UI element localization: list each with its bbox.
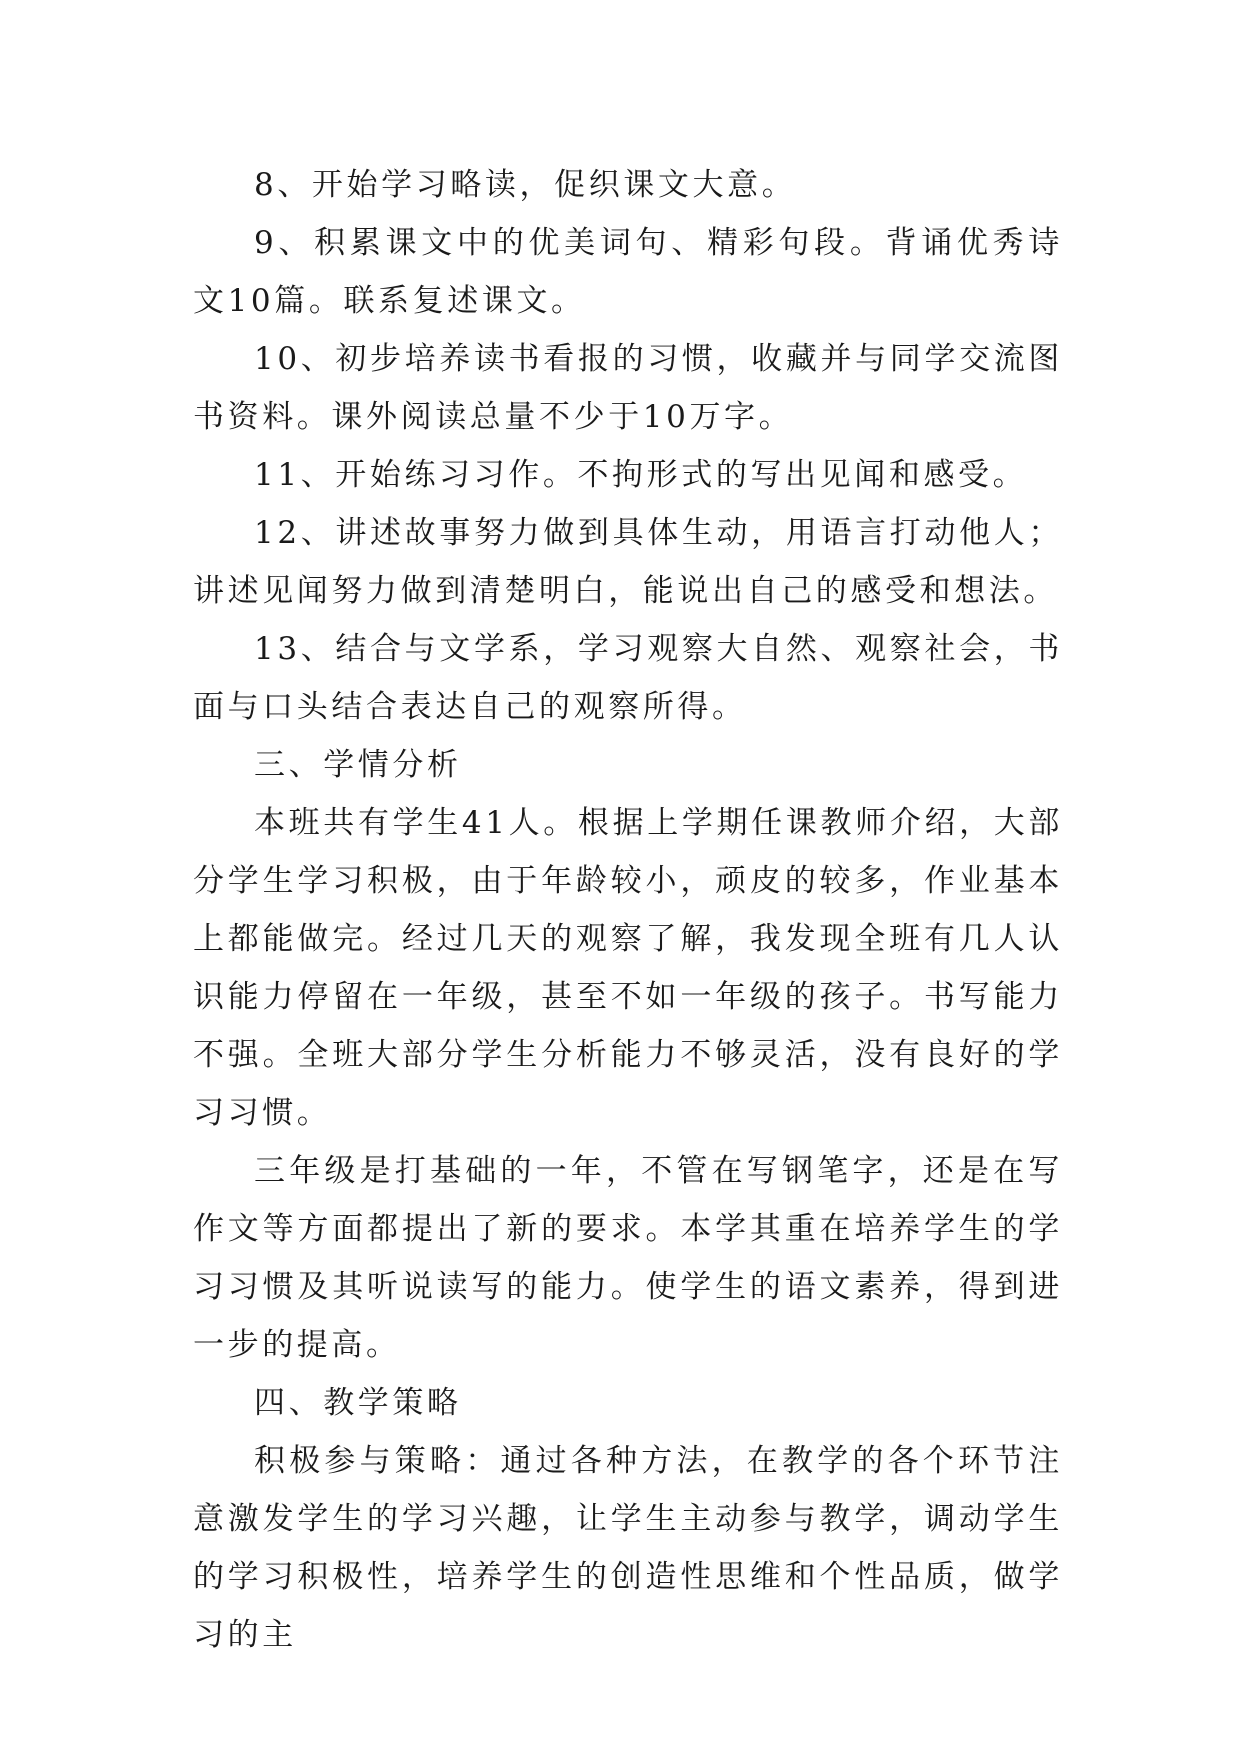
list-item-8: 8、开始学习略读，促织课文大意。 xyxy=(254,167,797,203)
section-heading-teaching-strategy: 四、教学策略 xyxy=(254,1385,462,1421)
list-item-10: 10、初步培养读书看报的习惯，收藏并与同学交流图书资料。课外阅读总量不少于10万字。 xyxy=(193,341,1063,435)
analysis-paragraph-class-overview: 本班共有学生41人。根据上学期任课教师介绍，大部分学生学习积极，由于年龄较小，顽皮的较多，作业基本上都能做完。经过几天的观察了解，我发现全班有几人认识能力停留在一年级，甚至不如一年级的孩子。书写能力不强。全班大部分学生分析能力不够灵活，没有良好的学习习惯。 xyxy=(193,805,1063,1131)
list-item-13: 13、结合与文学系，学习观察大自然、观察社会，书面与口头结合表达自己的观察所得。 xyxy=(193,631,1063,725)
list-item-11: 11、开始练习习作。不拘形式的写出见闻和感受。 xyxy=(254,457,1028,493)
document-body xyxy=(193,156,1063,1664)
list-item-12: 12、讲述故事努力做到具体生动，用语言打动他人；讲述见闻努力做到清楚明白，能说出自己的感受和想法。 xyxy=(193,515,1063,609)
strategy-paragraph-participation: 积极参与策略：通过各种方法，在教学的各个环节注意激发学生的学习兴趣，让学生主动参与教学，调动学生的学习积极性，培养学生的创造性思维和个性品质，做学习的主 xyxy=(193,1443,1063,1653)
section-heading-learning-analysis: 三、学情分析 xyxy=(254,747,462,783)
list-item-9: 9、积累课文中的优美词句、精彩句段。背诵优秀诗文10篇。联系复述课文。 xyxy=(193,225,1063,319)
analysis-paragraph-grade-three: 三年级是打基础的一年，不管在写钢笔字，还是在写作文等方面都提出了新的要求。本学其重在培养学生的学习习惯及其听说读写的能力。使学生的语文素养，得到进一步的提高。 xyxy=(193,1153,1063,1363)
